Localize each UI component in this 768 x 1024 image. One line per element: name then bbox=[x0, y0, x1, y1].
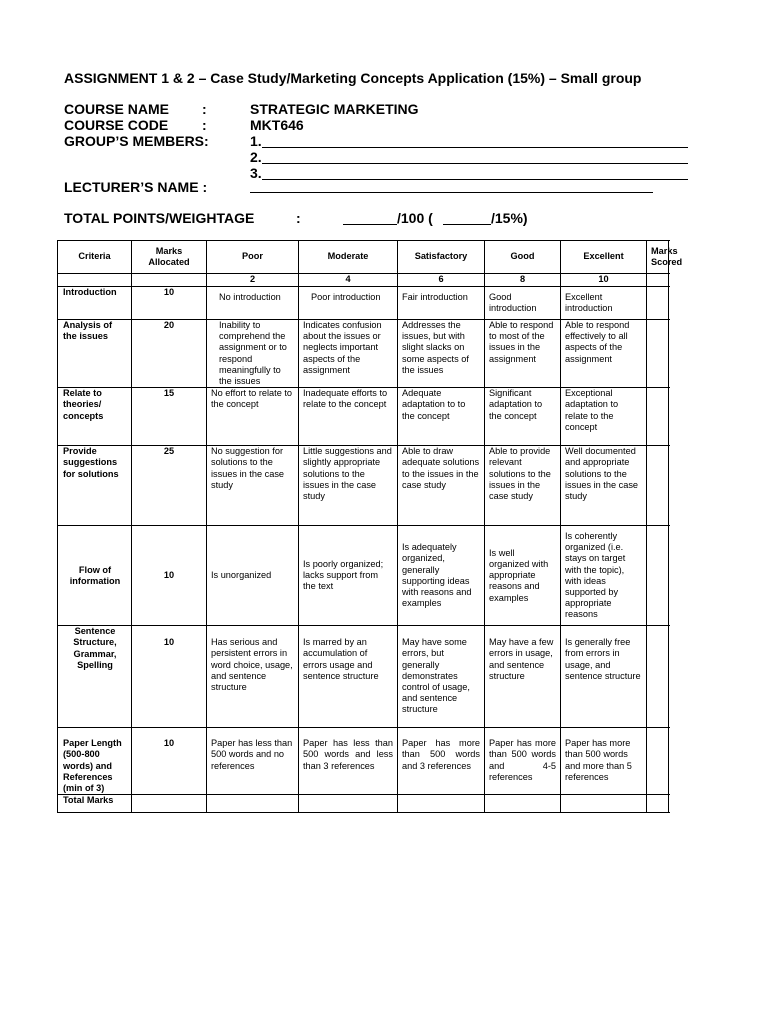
member-3-line[interactable] bbox=[262, 179, 688, 180]
good-cell: Is well organized with appropriate reasons and examples bbox=[485, 526, 561, 626]
total-score-blank[interactable] bbox=[343, 224, 397, 225]
lecturer-name-label: LECTURER’S NAME : bbox=[64, 179, 208, 195]
criteria-cell: Provide suggestions for solutions bbox=[58, 446, 132, 526]
total-points-label: TOTAL POINTS/WEIGHTAGE bbox=[64, 210, 255, 226]
poor-cell: Has serious and persistent errors in word choice, usage, and sentence structure bbox=[207, 626, 299, 728]
table-row bbox=[58, 626, 669, 728]
moderate-header: Moderate bbox=[299, 241, 398, 274]
marks-scored-cell[interactable] bbox=[647, 526, 669, 626]
total-satisfactory-cell bbox=[398, 795, 485, 813]
poor-cell: Paper has less than 500 words and no references bbox=[207, 728, 299, 795]
total-points-colon: : bbox=[296, 210, 301, 226]
total-weight-blank[interactable] bbox=[443, 224, 491, 225]
criteria-cell: Analysis of the issues bbox=[58, 320, 132, 388]
total-weight-suffix: /15%) bbox=[491, 210, 528, 226]
good-cell: Able to provide relevant solutions to the issues in the case study bbox=[485, 446, 561, 526]
member-1-line[interactable] bbox=[262, 147, 688, 148]
points-blank-scored bbox=[647, 274, 669, 287]
marks-scored-cell[interactable] bbox=[647, 446, 669, 526]
member-2-line[interactable] bbox=[262, 163, 688, 164]
excellent-cell: Is generally free from errors in usage, and sentence structure bbox=[561, 626, 647, 728]
moderate-cell: Poor introduction bbox=[299, 287, 398, 320]
moderate-cell: Little suggestions and slightly appropriate solutions to the issues in the case study bbox=[299, 446, 398, 526]
excellent-header: Excellent bbox=[561, 241, 647, 274]
points-blank-marks bbox=[132, 274, 207, 287]
satisfactory-cell: May have some errors, but generally demonstrates control of usage, and sentence structure bbox=[398, 626, 485, 728]
course-code-label: COURSE CODE bbox=[64, 117, 169, 133]
excellent-points: 10 bbox=[561, 274, 647, 287]
table-row bbox=[58, 320, 669, 388]
header-row bbox=[58, 241, 669, 274]
poor-header: Poor bbox=[207, 241, 299, 274]
good-cell: Significant adaptation to the concept bbox=[485, 388, 561, 446]
good-cell: May have a few errors in usage, and sentence structure bbox=[485, 626, 561, 728]
total-good-cell bbox=[485, 795, 561, 813]
member-2-number: 2. bbox=[250, 149, 262, 165]
criteria-cell: Paper Length (500-800 words) and References (min of 3) bbox=[58, 728, 132, 795]
marks-scored-cell[interactable] bbox=[647, 287, 669, 320]
marks-allocated-cell: 15 bbox=[132, 388, 207, 446]
marks-allocated-cell: 25 bbox=[132, 446, 207, 526]
excellent-cell: Paper has more than 500 words and more than 5 references bbox=[561, 728, 647, 795]
total-score-suffix: /100 ( bbox=[397, 210, 433, 226]
group-members-label: GROUP’S MEMBERS: bbox=[64, 133, 209, 149]
points-row bbox=[58, 274, 669, 287]
table-row bbox=[58, 287, 669, 320]
marks-scored-cell[interactable] bbox=[647, 320, 669, 388]
moderate-points: 4 bbox=[299, 274, 398, 287]
satisfactory-cell: Is adequately organized, generally supporting ideas with reasons and examples bbox=[398, 526, 485, 626]
total-marks-scored-cell[interactable] bbox=[647, 795, 669, 813]
satisfactory-header: Satisfactory bbox=[398, 241, 485, 274]
total-marks-label: Total Marks bbox=[58, 795, 132, 813]
criteria-header: Criteria bbox=[58, 241, 132, 274]
good-cell: Able to respond to most of the issues in the assignment bbox=[485, 320, 561, 388]
marks-allocated-header: Marks Allocated bbox=[132, 241, 207, 274]
satisfactory-cell: Addresses the issues, but with slight slacks on some aspects of the issues bbox=[398, 320, 485, 388]
good-cell: Good introduction bbox=[485, 287, 561, 320]
criteria-cell: Relate to theories/ concepts bbox=[58, 388, 132, 446]
course-code-colon: : bbox=[202, 117, 207, 133]
marks-allocated-cell: 10 bbox=[132, 526, 207, 626]
total-poor-cell bbox=[207, 795, 299, 813]
total-marks-allocated-cell[interactable] bbox=[132, 795, 207, 813]
good-header: Good bbox=[485, 241, 561, 274]
assignment-title: ASSIGNMENT 1 & 2 – Case Study/Marketing Concepts Application (15%) – Small group bbox=[64, 70, 642, 86]
marks-allocated-cell: 10 bbox=[132, 728, 207, 795]
satisfactory-cell: Fair introduction bbox=[398, 287, 485, 320]
total-moderate-cell bbox=[299, 795, 398, 813]
total-row bbox=[58, 795, 669, 813]
satisfactory-cell: Paper has more than 500 words and 3 references bbox=[398, 728, 485, 795]
course-name-label: COURSE NAME bbox=[64, 101, 170, 117]
criteria-cell: Introduction bbox=[58, 287, 132, 320]
excellent-cell: Able to respond effectively to all aspects of the assignment bbox=[561, 320, 647, 388]
rubric-table bbox=[57, 240, 683, 813]
moderate-cell: Indicates confusion about the issues or neglects important aspects of the assignment bbox=[299, 320, 398, 388]
marks-scored-cell[interactable] bbox=[647, 388, 669, 446]
satisfactory-cell: Adequate adaptation to to the concept bbox=[398, 388, 485, 446]
excellent-cell: Exceptional adaptation to relate to the concept bbox=[561, 388, 647, 446]
criteria-cell: Flow of information bbox=[58, 526, 132, 626]
poor-cell: Inability to comprehend the assignment or to respond meaningfully to the issues bbox=[207, 320, 299, 388]
table-row bbox=[58, 388, 669, 446]
course-name-colon: : bbox=[202, 101, 207, 117]
good-points: 8 bbox=[485, 274, 561, 287]
excellent-cell: Is coherently organized (i.e. stays on target with the topic), with ideas supported by appropriate reasons bbox=[561, 526, 647, 626]
total-excellent-cell bbox=[561, 795, 647, 813]
criteria-cell: Sentence Structure, Grammar, Spelling bbox=[58, 626, 132, 728]
poor-cell: Is unorganized bbox=[207, 526, 299, 626]
marks-scored-cell[interactable] bbox=[647, 728, 669, 795]
marks-scored-cell[interactable] bbox=[647, 626, 669, 728]
poor-cell: No suggestion for solutions to the issues in the case study bbox=[207, 446, 299, 526]
satisfactory-cell: Able to draw adequate solutions to the issues in the case study bbox=[398, 446, 485, 526]
good-cell: Paper has more than 500 words and 4-5 references bbox=[485, 728, 561, 795]
points-blank-criteria bbox=[58, 274, 132, 287]
member-3-number: 3. bbox=[250, 165, 262, 181]
course-code-value: MKT646 bbox=[250, 117, 304, 133]
table-row bbox=[58, 446, 669, 526]
course-name-value: STRATEGIC MARKETING bbox=[250, 101, 419, 117]
lecturer-name-line[interactable] bbox=[250, 192, 653, 193]
table-row bbox=[58, 728, 669, 795]
poor-cell: No introduction bbox=[207, 287, 299, 320]
marks-allocated-cell: 20 bbox=[132, 320, 207, 388]
excellent-cell: Well documented and appropriate solutions to the issues in the case study bbox=[561, 446, 647, 526]
moderate-cell: Paper has less than 500 words and less than 3 references bbox=[299, 728, 398, 795]
poor-cell: No effort to relate to the concept bbox=[207, 388, 299, 446]
marks-scored-header: Marks Scored bbox=[647, 241, 669, 274]
poor-points: 2 bbox=[207, 274, 299, 287]
marks-allocated-cell: 10 bbox=[132, 626, 207, 728]
marks-allocated-cell: 10 bbox=[132, 287, 207, 320]
satisfactory-points: 6 bbox=[398, 274, 485, 287]
table-row bbox=[58, 526, 669, 626]
moderate-cell: Is poorly organized; lacks support from the text bbox=[299, 526, 398, 626]
moderate-cell: Inadequate efforts to relate to the concept bbox=[299, 388, 398, 446]
moderate-cell: Is marred by an accumulation of errors usage and sentence structure bbox=[299, 626, 398, 728]
excellent-cell: Excellent introduction bbox=[561, 287, 647, 320]
member-1-number: 1. bbox=[250, 133, 262, 149]
